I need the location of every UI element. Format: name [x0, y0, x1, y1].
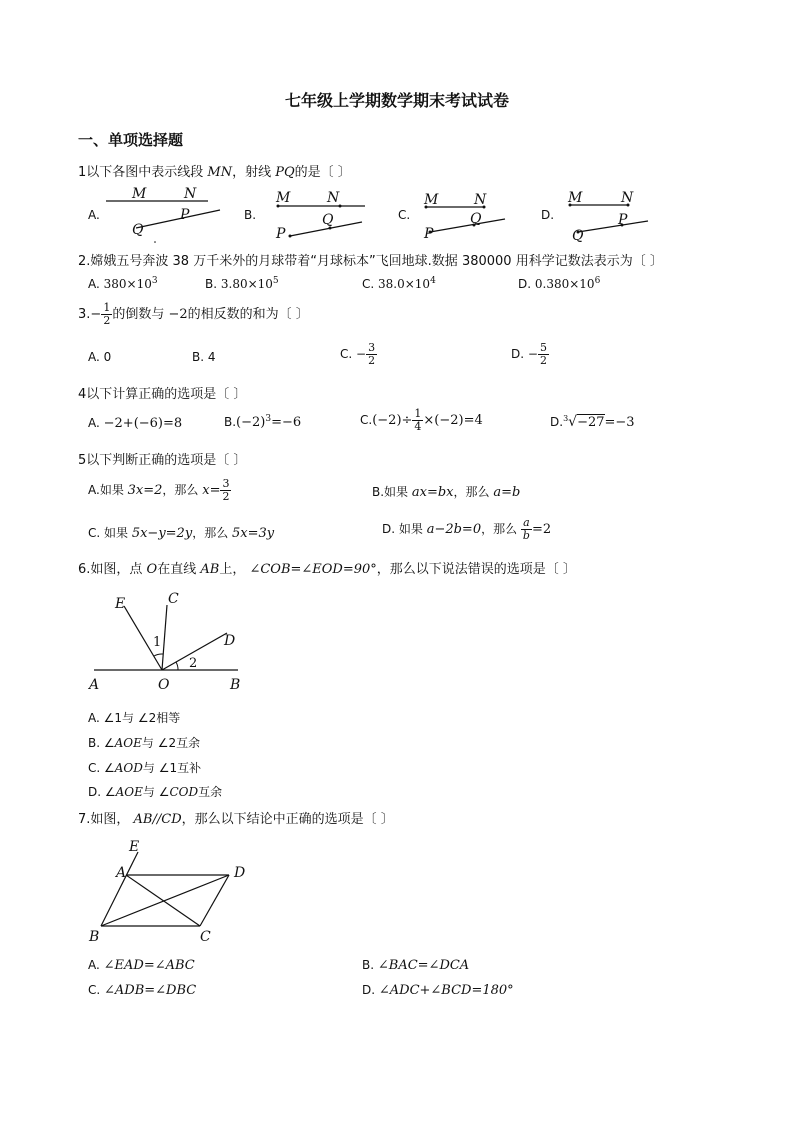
q7-a: A — [116, 865, 127, 881]
q6-angle-2: 2 — [189, 656, 198, 671]
q6-b-suffix: 与 ∠2互余 — [141, 736, 201, 750]
q7-parallel: AB//CD — [133, 812, 182, 827]
q4-c-fraction — [412, 408, 423, 433]
q5-a-eq2: x= — [202, 483, 221, 498]
q1-figure-b — [275, 190, 365, 242]
radical-icon: √ — [568, 414, 578, 430]
q3-fraction-den: 2 — [103, 314, 111, 327]
q7-option-d[interactable] — [362, 983, 514, 998]
q1d-p: P — [618, 212, 628, 228]
q2-a-exp: 3 — [151, 276, 158, 286]
q3-fraction — [101, 302, 112, 327]
q6-option-c[interactable] — [88, 759, 201, 776]
q1d-m: M — [568, 190, 583, 206]
q4-c-num: 1 — [414, 407, 422, 420]
q1a-n: N — [184, 186, 197, 202]
q1-option-b[interactable]: B. — [244, 208, 257, 222]
q6-equation: ∠COB=∠EOD=90° — [249, 562, 377, 577]
q7-option-a[interactable] — [88, 958, 195, 973]
q5-a-prefix: A.如果 — [88, 483, 128, 497]
q6-b: B — [230, 677, 241, 693]
q2-a-label: A. — [88, 277, 104, 291]
q6-b-angle: AOE — [114, 736, 142, 750]
q4-d-label: D. — [550, 415, 564, 429]
q1-figure-c — [423, 192, 505, 242]
q7-b: B — [89, 929, 100, 945]
q4-b-base: (−2) — [236, 415, 266, 430]
q6-stem — [78, 558, 576, 577]
q1c-m: M — [424, 192, 439, 208]
q3-neg2: −2 — [168, 307, 188, 322]
q4-c-expr2: ×(−2)=4 — [423, 413, 483, 428]
q7-c-expr: ∠ADB=∠DBC — [104, 983, 197, 998]
q4-a-label: A. — [88, 416, 100, 430]
q7-stem-a: 7.如图， — [78, 812, 134, 827]
q7-stem-b: ，那么以下结论中正确的选项是〔 〕 — [181, 812, 394, 827]
q2-option-a[interactable] — [88, 276, 158, 291]
q4-c-expr1: (−2)÷ — [372, 413, 413, 428]
q6-c: C — [168, 591, 179, 607]
q3-d-label: D. — [511, 347, 525, 361]
q5-d-den: b — [522, 529, 530, 542]
q3-d-num: 5 — [539, 341, 547, 354]
q3-option-d[interactable] — [511, 342, 549, 367]
q3-option-b[interactable]: B. 4 — [192, 350, 216, 364]
q3-num: 3. — [78, 307, 91, 322]
q6-stem-d: ，那么以下说法错误的选项是〔 〕 — [376, 562, 576, 577]
q7-option-b[interactable] — [362, 958, 469, 973]
q2-stem: 2.嫦娥五号奔波 38 万千米外的月球带着“月球标本”飞回地球.数据 380000 用科学记数法表示为〔 〕 — [78, 254, 663, 269]
q5-a-mid: ，那么 — [162, 483, 203, 497]
q1-mn: MN — [207, 165, 233, 180]
q6-angle-1: 1 — [153, 635, 162, 650]
q6-stem-c: 上， — [219, 562, 250, 577]
section-heading: 一、单项选择题 — [78, 131, 184, 149]
q6-ab-ref: AB — [200, 562, 220, 577]
q6-d-angle2: COD — [169, 785, 199, 799]
q4-a-expr: −2+(−6)=8 — [103, 416, 183, 431]
q3-c-sign: − — [356, 347, 367, 361]
q1-option-d[interactable]: D. — [541, 208, 555, 222]
q4-d-root-index: 3 — [563, 414, 569, 423]
q6-c-suffix: 与 ∠1互补 — [142, 761, 202, 775]
q4-b-exp: 3 — [265, 414, 272, 424]
q2-c-exp: 4 — [430, 276, 436, 286]
q3-d-den: 2 — [539, 354, 547, 367]
q6-figure — [87, 591, 240, 693]
q3-stem-c: 的相反数的和为〔 〕 — [187, 307, 309, 322]
q4-option-b[interactable] — [224, 414, 301, 430]
q5-b-eq2: a=b — [493, 485, 521, 500]
q7-a-label: A. — [88, 958, 104, 972]
q6-a: A — [89, 677, 100, 693]
q6-stem-a: 6.如图，点 — [78, 562, 147, 577]
q1-option-c[interactable]: C. — [398, 208, 411, 222]
q6-option-a[interactable]: A. ∠1与 ∠2相等 — [88, 711, 181, 725]
q6-d-angle1: AOE — [115, 785, 143, 799]
q5-a-num: 3 — [222, 477, 230, 490]
q1-figure-d — [567, 190, 648, 244]
q2-option-c[interactable] — [362, 276, 436, 291]
q5-option-b[interactable] — [372, 483, 520, 500]
q2-c-label: C. — [362, 277, 379, 291]
q7-option-c[interactable] — [88, 983, 196, 998]
q6-option-d[interactable] — [88, 783, 222, 800]
q1c-p: P — [424, 226, 434, 242]
q3-stem-b: 的倒数与 — [112, 307, 169, 322]
q2-d-exp: 6 — [594, 276, 601, 286]
q3-option-c[interactable] — [340, 342, 377, 367]
q6-c-prefix: C. ∠ — [88, 761, 115, 775]
q6-d-mid: 与 ∠ — [142, 785, 170, 799]
q5-d-num: a — [521, 517, 532, 530]
q5-option-c[interactable] — [88, 524, 274, 541]
q5-option-d[interactable] — [382, 517, 551, 542]
q3-c-den: 2 — [368, 354, 376, 367]
q4-c-den: 4 — [414, 420, 422, 433]
q1-stem-c: 的是〔 〕 — [294, 165, 351, 180]
q3-option-a[interactable]: A. 0 — [88, 350, 112, 364]
q5-d-prefix: D. 如果 — [382, 522, 427, 536]
q4-d-radicand: −27 — [577, 415, 605, 430]
q5-d-eq2: =2 — [531, 522, 552, 537]
q1-stem-b: ，射线 — [232, 165, 276, 180]
q2-b-label: B. — [205, 277, 221, 291]
q2-d-label: D. — [518, 277, 535, 291]
q7-a-expr: ∠EAD=∠ABC — [103, 958, 195, 973]
q3-c-num: 3 — [368, 341, 376, 354]
q6-d-suffix: 互余 — [198, 785, 223, 799]
q7-e: E — [129, 839, 140, 855]
q4-option-c[interactable] — [360, 408, 483, 433]
q3-c-fraction — [366, 342, 377, 367]
q1a-p: P — [180, 207, 190, 223]
q5-a-eq1: 3x=2 — [127, 483, 163, 498]
q7-d-label: D. — [362, 983, 379, 997]
q1b-q: Q — [322, 212, 334, 228]
q7-d: D — [234, 865, 246, 881]
q4-d-rest: =−3 — [604, 415, 635, 430]
q7-b-label: B. — [362, 958, 378, 972]
q5-c-prefix: C. 如果 — [88, 526, 132, 540]
q4-b-label: B. — [224, 415, 237, 429]
q6-stem-b: 在直线 — [157, 562, 201, 577]
q1d-q: Q — [572, 228, 584, 244]
q5-d-fraction — [521, 517, 532, 542]
q2-c-mantissa: 38.0×10 — [378, 277, 431, 291]
q2-b-exp: 5 — [272, 276, 279, 286]
q3-stem — [78, 302, 309, 327]
q5-c-eq2: 5x=3y — [232, 526, 275, 541]
q5-d-mid: ，那么 — [481, 522, 521, 536]
q1b-m: M — [276, 190, 291, 206]
q5-c-eq1: 5x−y=2y — [131, 526, 193, 541]
q6-o-ref: O — [146, 562, 158, 577]
q1b-p: P — [276, 226, 286, 242]
q2-d-mantissa: 0.380×10 — [534, 277, 595, 291]
q1c-n: N — [474, 192, 487, 208]
q7-figure — [88, 839, 245, 945]
q5-stem: 5以下判断正确的选项是〔 〕 — [78, 453, 247, 468]
q1a-m: M — [132, 186, 147, 202]
page-title: 七年级上学期数学期末考试试卷 — [284, 91, 509, 110]
q6-o: O — [158, 677, 170, 693]
q2-a-mantissa: 380×10 — [103, 277, 152, 291]
q7-c-label: C. — [88, 983, 105, 997]
q3-d-sign: − — [527, 347, 538, 361]
q6-d-prefix: D. ∠ — [88, 785, 116, 799]
q6-e: E — [115, 596, 126, 612]
q5-b-mid: ，那么 — [453, 485, 494, 499]
q4-c-label: C. — [360, 413, 373, 427]
q3-fraction-num: 1 — [103, 301, 111, 314]
q6-option-b[interactable] — [88, 734, 200, 751]
q3-d-fraction — [538, 342, 549, 367]
q4-stem: 4以下计算正确的选项是〔 〕 — [78, 387, 247, 402]
q5-a-den: 2 — [222, 490, 230, 503]
q2-b-mantissa: 3.80×10 — [220, 277, 273, 291]
q7-stem — [78, 808, 394, 827]
q1-figure-a — [106, 186, 220, 243]
q3-neg: − — [90, 307, 102, 322]
q2-option-d[interactable] — [518, 276, 600, 291]
q6-d: D — [224, 633, 236, 649]
q1-pq: PQ — [275, 165, 295, 180]
q5-b-eq1: ax=bx — [411, 485, 454, 500]
q4-option-d[interactable] — [550, 414, 635, 430]
q1a-q: Q — [132, 222, 144, 238]
q1d-n: N — [621, 190, 634, 206]
q2-option-b[interactable] — [205, 276, 279, 291]
q5-a-fraction — [220, 478, 231, 503]
q1c-q: Q — [470, 211, 482, 227]
q7-c: C — [200, 929, 211, 945]
q5-c-mid: ，那么 — [192, 526, 233, 540]
q5-option-a[interactable] — [88, 478, 231, 503]
q1b-n: N — [327, 190, 340, 206]
q5-b-prefix: B.如果 — [372, 485, 412, 499]
q1-stem-a: 1以下各图中表示线段 — [78, 165, 208, 180]
q4-option-a[interactable] — [88, 416, 182, 431]
q6-c-angle: AOD — [114, 761, 143, 775]
q4-b-rest: =−6 — [271, 415, 302, 430]
q7-b-expr: ∠BAC=∠DCA — [377, 958, 470, 973]
q1-option-a[interactable]: A. — [88, 208, 100, 222]
q5-d-eq1: a−2b=0 — [426, 522, 482, 537]
q7-d-expr: ∠ADC+∠BCD=180° — [378, 983, 514, 998]
q6-b-prefix: B. ∠ — [88, 736, 115, 750]
q3-c-label: C. — [340, 347, 353, 361]
